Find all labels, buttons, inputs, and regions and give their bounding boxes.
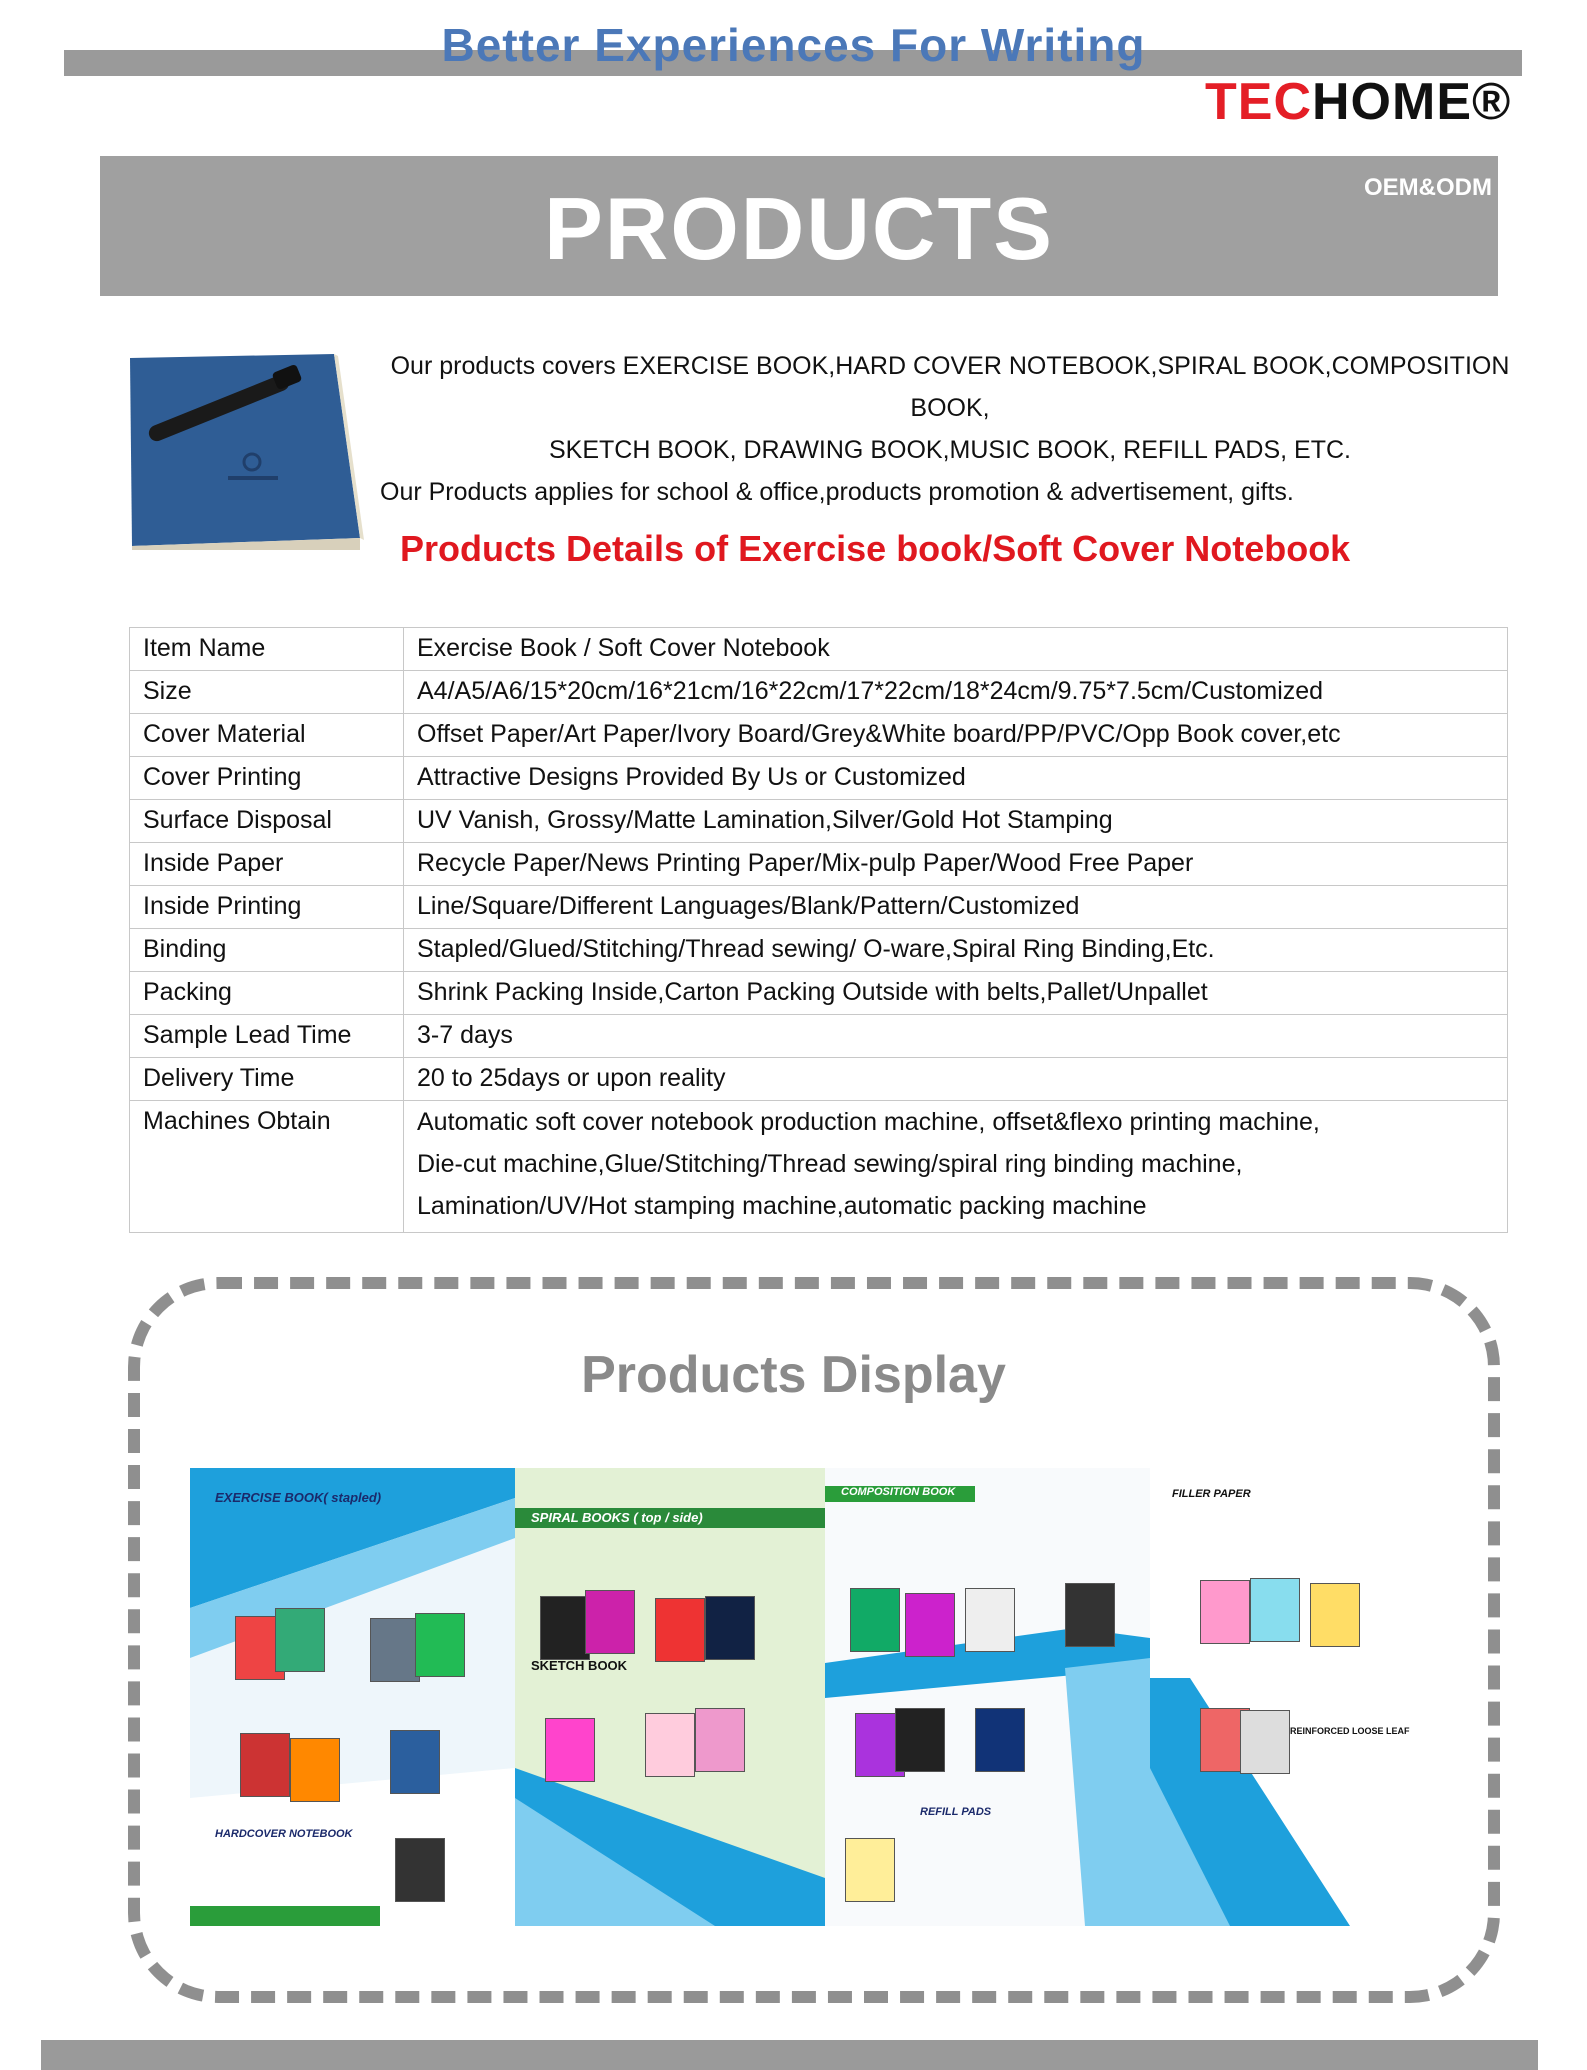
table-row-machines <box>130 1101 1508 1233</box>
product-thumb <box>1310 1583 1360 1647</box>
spec-value: Stapled/Glued/Stitching/Thread sewing/ O-ware,Spiral Ring Binding,Etc. <box>404 929 1508 972</box>
spec-label: Packing <box>130 972 404 1015</box>
spec-value: Offset Paper/Art Paper/Ivory Board/Grey&White board/PP/PVC/Opp Book cover,etc <box>404 714 1508 757</box>
spec-label: Cover Printing <box>130 757 404 800</box>
brand-logo <box>1205 72 1511 132</box>
brand-part-black: HOME <box>1312 73 1472 131</box>
spec-label: Machines Obtain <box>130 1101 404 1233</box>
machines-line-1: Automatic soft cover notebook production machine, offset&flexo printing machine, <box>417 1108 1320 1136</box>
machines-line-3: Lamination/UV/Hot stamping machine,automatic packing machine <box>417 1192 1147 1220</box>
intro-line-3: Our Products applies for school & office,products promotion & advertisement, gifts. <box>380 478 1294 506</box>
product-catalog-image <box>190 1468 1462 1926</box>
product-thumb <box>275 1608 325 1672</box>
product-thumb <box>290 1738 340 1802</box>
products-banner <box>100 156 1498 296</box>
catalog-sketch-title: SKETCH BOOK <box>531 1658 628 1673</box>
spec-label: Binding <box>130 929 404 972</box>
registered-mark: ® <box>1472 73 1512 131</box>
spec-label: Item Name <box>130 628 404 671</box>
table-row <box>130 843 1508 886</box>
product-thumb <box>1065 1583 1115 1647</box>
spec-value: 3-7 days <box>404 1015 1508 1058</box>
spec-label: Cover Material <box>130 714 404 757</box>
product-thumb <box>655 1598 705 1662</box>
banner-title: PRODUCTS <box>544 179 1054 278</box>
table-row <box>130 972 1508 1015</box>
spec-label: Delivery Time <box>130 1058 404 1101</box>
brand-part-red: TEC <box>1205 73 1312 131</box>
product-thumb <box>965 1588 1015 1652</box>
table-row <box>130 628 1508 671</box>
spec-label: Size <box>130 671 404 714</box>
table-row <box>130 929 1508 972</box>
spec-label: Inside Paper <box>130 843 404 886</box>
product-thumb <box>240 1733 290 1797</box>
products-display-title: Products Display <box>581 1346 1006 1404</box>
catalog-panel-filler <box>1150 1468 1462 1926</box>
table-row <box>130 1058 1508 1101</box>
spec-value: Attractive Designs Provided By Us or Customized <box>404 757 1508 800</box>
product-thumb <box>390 1730 440 1794</box>
product-thumb <box>895 1708 945 1772</box>
details-title: Products Details of Exercise book/Soft Cover Notebook <box>400 528 1351 569</box>
catalog-spiral-title: SPIRAL BOOKS ( top / side) <box>531 1510 703 1525</box>
product-thumb <box>695 1708 745 1772</box>
spec-value: UV Vanish, Grossy/Matte Lamination,Silver/Gold Hot Stamping <box>404 800 1508 843</box>
spec-value: Recycle Paper/News Printing Paper/Mix-pulp Paper/Wood Free Paper <box>404 843 1508 886</box>
product-thumb <box>540 1596 590 1660</box>
panel-decoration <box>515 1468 825 1926</box>
panel-decoration <box>1150 1468 1462 1926</box>
spec-label: Surface Disposal <box>130 800 404 843</box>
intro-line-2: SKETCH BOOK, DRAWING BOOK,MUSIC BOOK, REFILL PADS, ETC. <box>549 436 1351 464</box>
catalog-panel-composition <box>825 1468 1150 1926</box>
spec-value: A4/A5/A6/15*20cm/16*21cm/16*22cm/17*22cm/18*24cm/9.75*7.5cm/Customized <box>404 671 1508 714</box>
catalog-hardcover-title: HARDCOVER NOTEBOOK <box>215 1828 353 1840</box>
product-thumb <box>905 1593 955 1657</box>
table-row <box>130 886 1508 929</box>
product-thumb <box>845 1838 895 1902</box>
tagline: Better Experiences For Writing <box>441 19 1146 71</box>
product-thumb <box>1240 1710 1290 1774</box>
table-row <box>130 1015 1508 1058</box>
product-thumb <box>370 1618 420 1682</box>
table-row <box>130 800 1508 843</box>
spec-label: Inside Printing <box>130 886 404 929</box>
product-thumb <box>545 1718 595 1782</box>
product-thumb <box>705 1596 755 1660</box>
catalog-exercise-title: EXERCISE BOOK( stapled) <box>215 1490 382 1505</box>
table-row <box>130 757 1508 800</box>
spec-table-body <box>130 628 1508 1233</box>
catalog-loose-leaf-title: REINFORCED LOOSE LEAF <box>1290 1726 1410 1736</box>
catalog-filler-title: FILLER PAPER <box>1172 1488 1251 1500</box>
product-thumb <box>415 1613 465 1677</box>
product-thumb <box>395 1838 445 1902</box>
table-row <box>130 671 1508 714</box>
spec-value-multiline <box>404 1101 1508 1233</box>
spec-table <box>129 627 1508 1233</box>
product-thumb <box>585 1590 635 1654</box>
product-thumb <box>1200 1580 1250 1644</box>
catalog-panel-spiral <box>515 1468 825 1926</box>
bottom-gray-bar <box>41 2040 1538 2070</box>
product-thumb <box>850 1588 900 1652</box>
catalog-panel-exercise <box>190 1468 515 1926</box>
spec-value: Shrink Packing Inside,Carton Packing Outside with belts,Pallet/Unpallet <box>404 972 1508 1015</box>
spec-label: Sample Lead Time <box>130 1015 404 1058</box>
table-row <box>130 714 1508 757</box>
catalog-refill-title: REFILL PADS <box>920 1806 992 1818</box>
intro-text <box>380 345 1520 513</box>
catalog-composition-title: COMPOSITION BOOK <box>841 1486 956 1498</box>
product-thumb <box>975 1708 1025 1772</box>
machines-line-2: Die-cut machine,Glue/Stitching/Thread sewing/spiral ring binding machine, <box>417 1150 1243 1178</box>
notebook-photo <box>124 350 364 550</box>
product-thumb <box>645 1713 695 1777</box>
intro-line-1: Our products covers EXERCISE BOOK,HARD COVER NOTEBOOK,SPIRAL BOOK,COMPOSITION BOOK, <box>390 352 1510 422</box>
oem-odm-badge: OEM&ODM <box>1364 174 1492 201</box>
spec-value: Line/Square/Different Languages/Blank/Pattern/Customized <box>404 886 1508 929</box>
panel-decoration <box>190 1468 515 1926</box>
product-thumb <box>1250 1578 1300 1642</box>
spec-value: 20 to 25days or upon reality <box>404 1058 1508 1101</box>
spec-value: Exercise Book / Soft Cover Notebook <box>404 628 1508 671</box>
